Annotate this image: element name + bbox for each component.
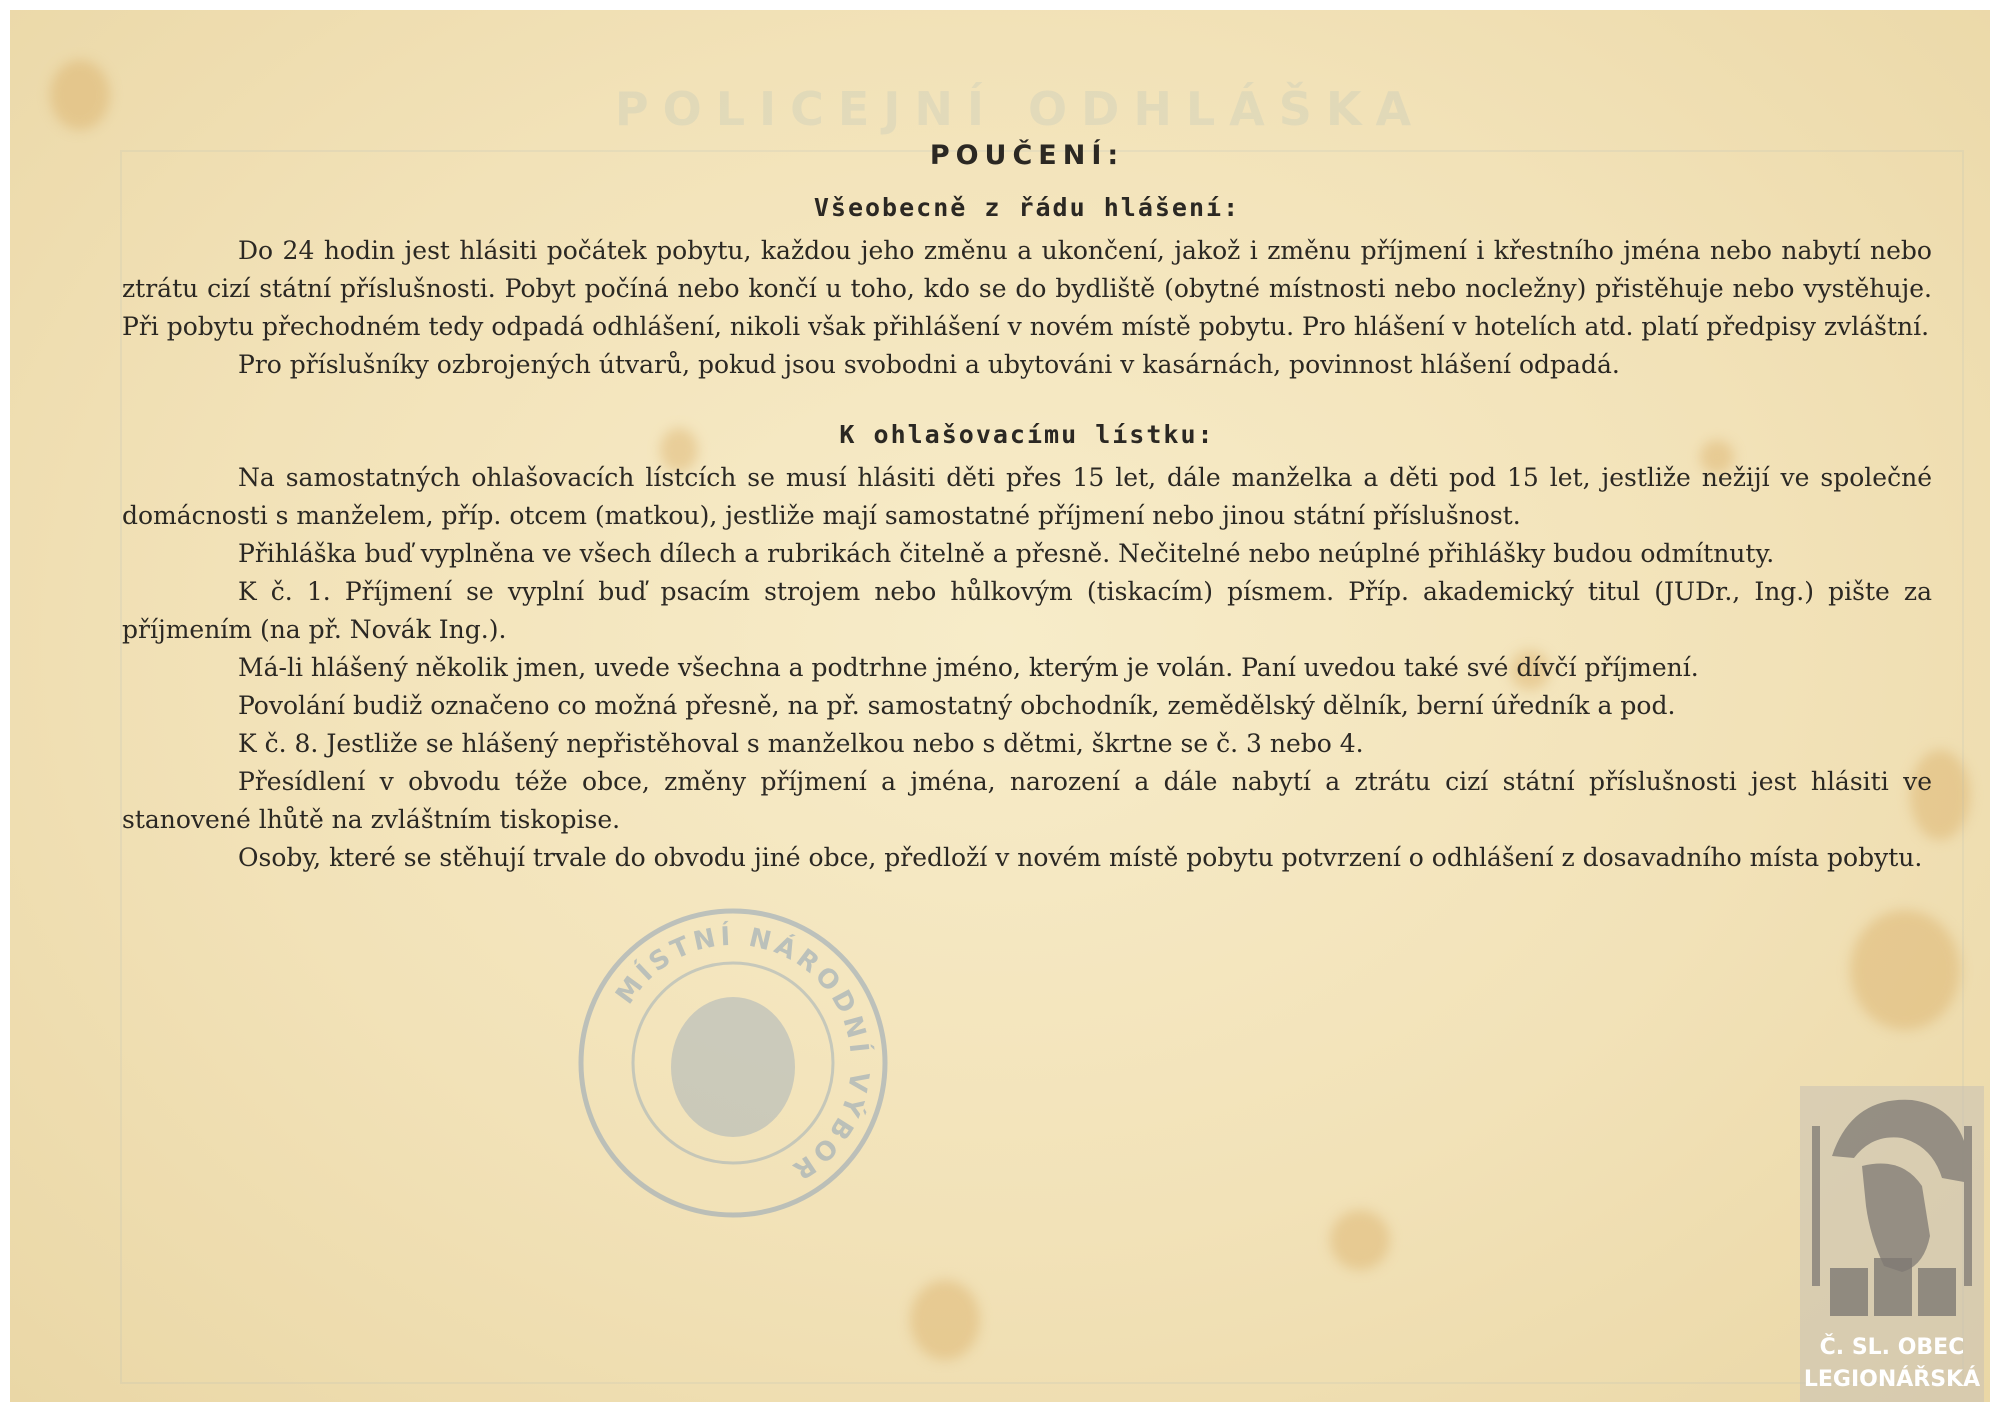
paragraph: Přihláška buď vyplněna ve všech dílech a rubrikách čitelně a přesně. Nečitelné nebo neúplné přihlášky budou odmítnuty. — [238, 539, 1775, 568]
paragraph: Na samostatných ohlašovacích lístcích se musí hlásiti děti přes 15 let, dále manželka a děti pod 15 let, jestliže nežijí ve společné domácnosti s manželem, příp. otcem (matkou), jestliže mají samostatné příjmení nebo jinou státní příslušnost. — [122, 463, 1932, 530]
stain — [50, 60, 110, 130]
section-heading-form: K ohlašovacímu lístku: — [839, 420, 1215, 449]
section-heading-general: Všeobecně z řádu hlášení: — [813, 193, 1241, 222]
stamp-text: MÍSTNÍ NÁRODNÍ VÝBOR — [610, 921, 875, 1188]
paragraph: Má-li hlášený několik jmen, uvede všechna a podtrhne jméno, kterým je volán. Paní uvedou také své dívčí příjmení. — [238, 653, 1699, 682]
paragraph: Přesídlení v obvodu téže obce, změny příjmení a jména, narození a dále nabytí a ztrátu cizí státní příslušnosti jest hlásiti ve stanovené lhůtě na zvláštním tiskopise. — [122, 767, 1932, 834]
logo-text-line2: LEGIONÁŘSKÁ — [1803, 1367, 1981, 1392]
paragraph: K č. 8. Jestliže se hlášený nepřistěhoval s manželkou nebo s dětmi, škrtne se č. 3 nebo 4. — [238, 729, 1364, 758]
paragraph: Pro příslušníky ozbrojených útvarů, pokud jsou svobodni a ubytováni v kasárnách, povinnost hlášení odpadá. — [238, 350, 1620, 379]
lion-emblem-icon — [671, 997, 795, 1137]
logo-text-line1: Č. SL. OBEC — [1819, 1335, 1965, 1360]
document-title: POUČENÍ: — [929, 140, 1125, 171]
document-page — [10, 10, 1990, 1402]
paragraph: Do 24 hodin jest hlásiti počátek pobytu, každou jeho změnu a ukončení, jakož i změnu příjmení i křestního jména nebo nabytí nebo ztrátu cizí státní příslušnosti. Pobyt počíná nebo končí u toho, kdo se do bydliště (obytné místnosti nebo nocležny) přistěhuje nebo vystěhuje. Při pobytu přechodném tedy odpadá odhlášení, nikoli však přihlášení v novém místě pobytu. Pro hlášení v hotelích atd. platí předpisy zvláštní. — [122, 236, 1932, 341]
paragraph: Povolání budiž označeno co možná přesně, na př. samostatný obchodník, zemědělský dělník, berní úředník a pod. — [238, 691, 1676, 720]
paragraph: Osoby, které se stěhují trvale do obvodu jiné obce, předloží v novém místě pobytu potvrzení o odhlášení z dosavadního místa pobytu. — [238, 843, 1923, 872]
document-body — [122, 126, 1932, 877]
show-through-title: POLICEJNÍ ODHLÁŠKA — [614, 82, 1426, 136]
legion-logo — [1792, 1086, 1990, 1402]
official-stamp — [572, 902, 894, 1224]
paragraph: K č. 1. Příjmení se vyplní buď psacím strojem nebo hůlkovým (tiskacím) písmem. Příp. akademický titul (JUDr., Ing.) pište za příjmením (na př. Novák Ing.). — [122, 577, 1932, 644]
